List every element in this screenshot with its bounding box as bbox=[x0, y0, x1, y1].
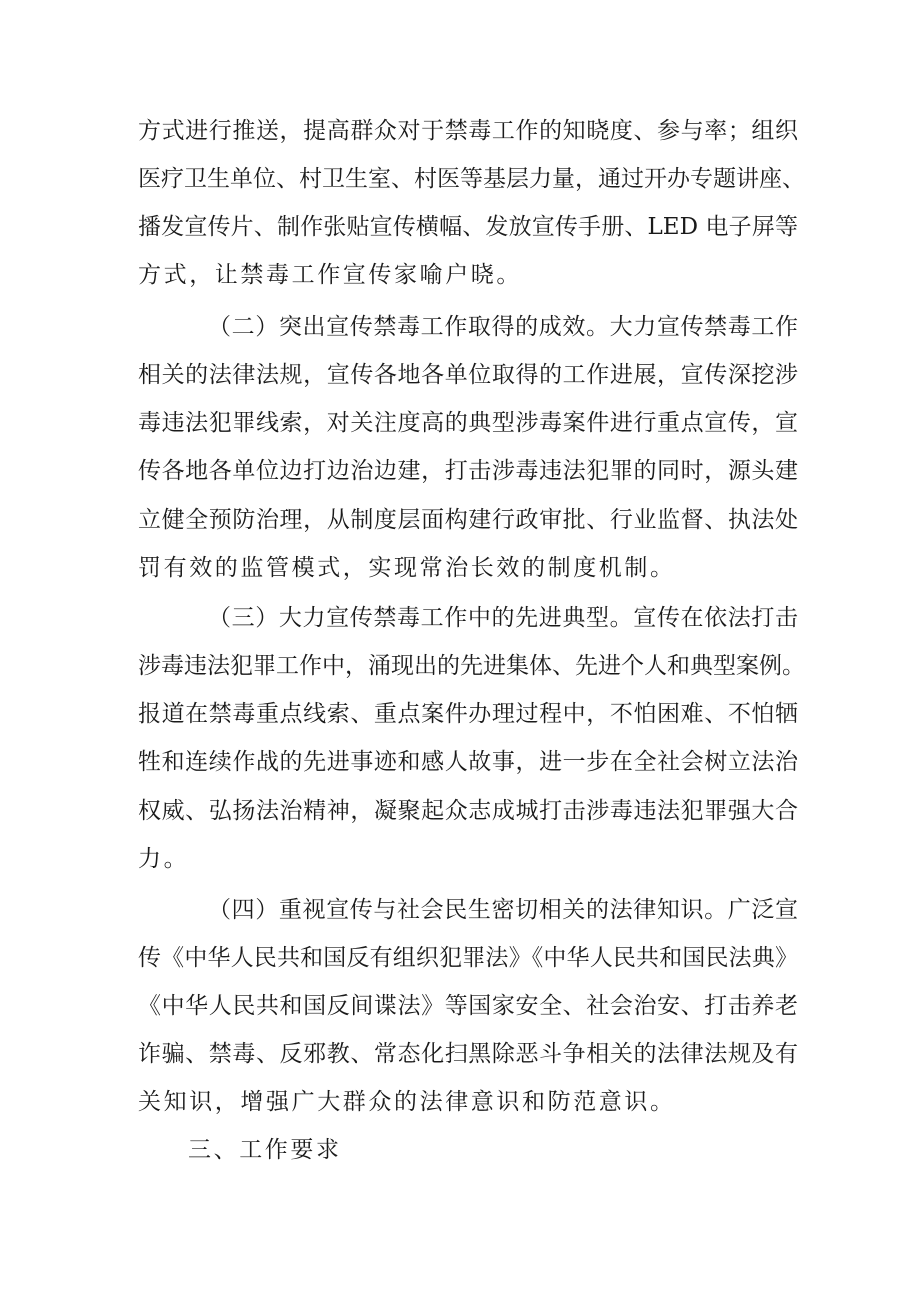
text-line: 罚有效的监管模式，实现常治长效的制度机制。 bbox=[138, 555, 676, 581]
text-line: 医疗卫生单位、村卫生室、村医等基层力量，通过开办专题讲座、 bbox=[138, 166, 805, 192]
text-line: （四）重视宣传与社会民生密切相关的法律知识。广泛宣 bbox=[208, 897, 798, 923]
text-line: 播发宣传片、制作张贴宣传横幅、发放宣传手册、LED 电子屏等 bbox=[138, 214, 798, 240]
text-line: 传《中华人民共和国反有组织犯罪法》《中华人民共和国民法典》 bbox=[138, 945, 798, 971]
text-line: 《中华人民共和国反间谍法》等国家安全、社会治安、打击养老 bbox=[138, 993, 798, 1019]
text-line: 力。 bbox=[138, 846, 190, 872]
text-line: 牲和连续作战的先进事迹和感人故事，进一步在全社会树立法治 bbox=[138, 749, 798, 775]
section-heading: 三、工作要求 bbox=[188, 1137, 342, 1163]
text-line: 立健全预防治理，从制度层面构建行政审批、行业监督、执法处 bbox=[138, 507, 798, 533]
text-line: （三）大力宣传禁毒工作中的先进典型。宣传在依法打击 bbox=[208, 605, 798, 631]
text-line: 毒违法犯罪线索，对关注度高的典型涉毒案件进行重点宣传，宣 bbox=[138, 410, 798, 436]
text-line: 诈骗、禁毒、反邪教、常态化扫黑除恶斗争相关的法律法规及有 bbox=[138, 1041, 798, 1067]
text-line: 报道在禁毒重点线索、重点案件办理过程中，不怕困难、不怕牺 bbox=[138, 701, 798, 727]
text-line: 权威、弘扬法治精神，凝聚起众志成城打击涉毒违法犯罪强大合 bbox=[138, 798, 798, 824]
text-line: 方式，让禁毒工作宣传家喻户晓。 bbox=[138, 262, 522, 288]
text-line: 涉毒违法犯罪工作中，涌现出的先进集体、先进个人和典型案例。 bbox=[138, 653, 805, 679]
text-line: （二）突出宣传禁毒工作取得的成效。大力宣传禁毒工作 bbox=[208, 314, 798, 340]
text-line: 关知识，增强广大群众的法律意识和防范意识。 bbox=[138, 1089, 676, 1115]
text-line: 方式进行推送，提高群众对于禁毒工作的知晓度、参与率；组织 bbox=[138, 118, 798, 144]
text-line: 相关的法律法规，宣传各地各单位取得的工作进展，宣传深挖涉 bbox=[138, 362, 798, 388]
text-line: 传各地各单位边打边治边建，打击涉毒违法犯罪的同时，源头建 bbox=[138, 458, 798, 484]
